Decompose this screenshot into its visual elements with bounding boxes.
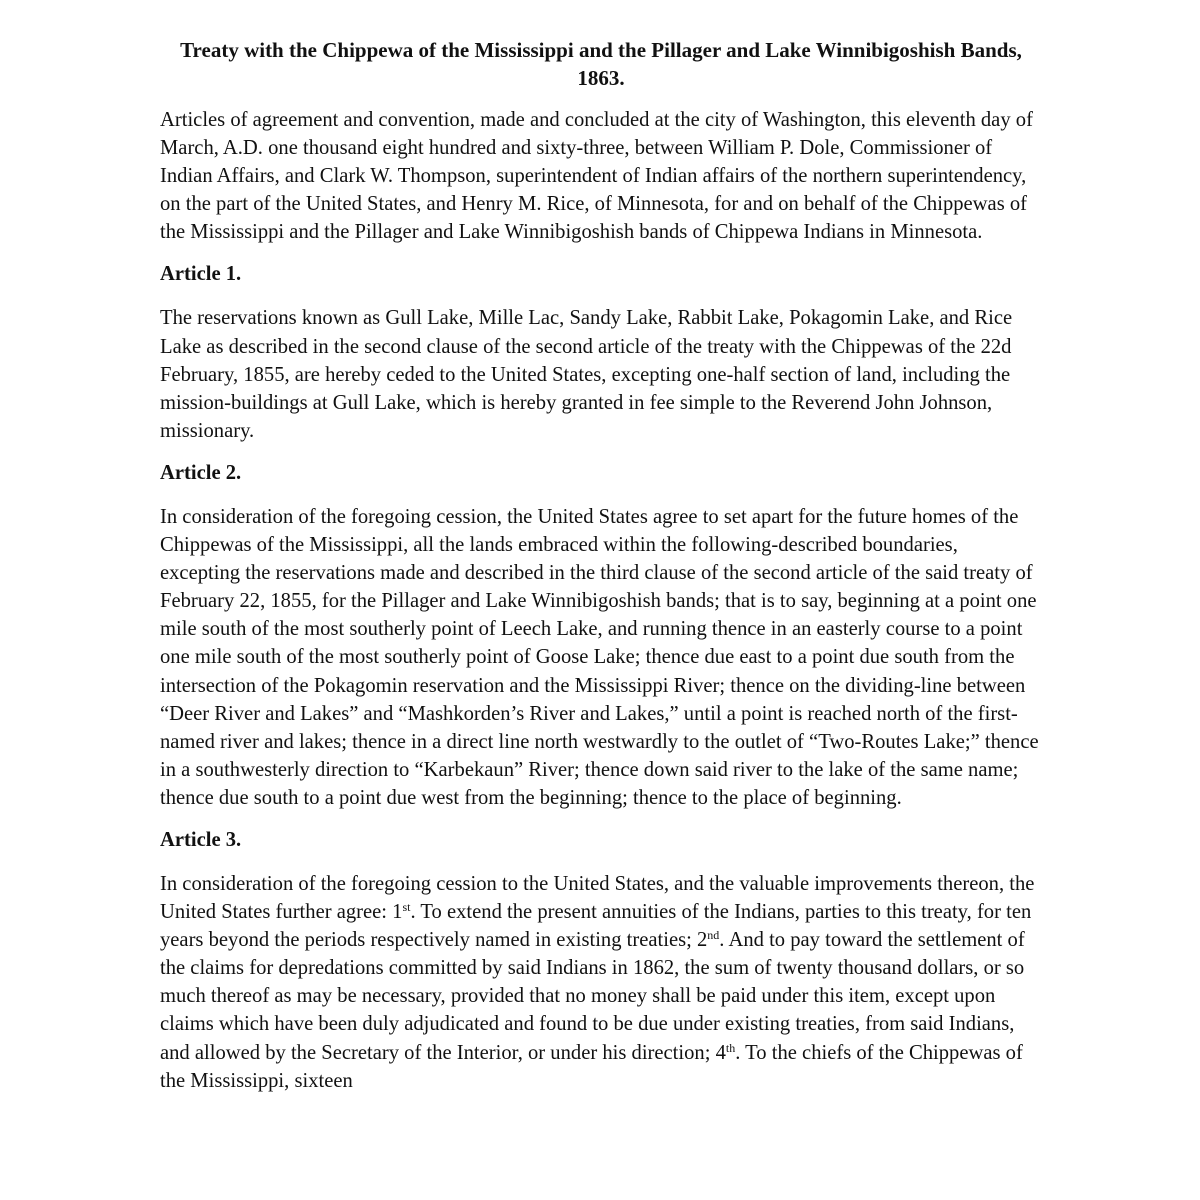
ordinal-superscript-2: nd [707, 928, 720, 943]
article-1-text: The reservations known as Gull Lake, Mille Lac, Sandy Lake, Rabbit Lake, Pokagomin Lake, and Rice Lake as described in the second clause of the second article of the treaty with the Chippewas of the 22d February, 1855, are hereby ceded to the United States, excepting one-half section of land, including the mission-buildings at Gull Lake, which is hereby granted in fee simple to the Reverend John Johnson, missionary. [160, 307, 1013, 442]
article-3-text-part-4: . To the chiefs of the Chippewas of the Mississippi, sixteen [160, 1041, 1023, 1092]
article-3-text-part-3: . And to pay toward the settlement of the claims for depredations committed by said Indians in 1862, the sum of twenty thousand dollars, or so much thereof as may be necessary, provided that no money shall be paid under this item, except upon claims which have been duly adjudicated and found to be due under existing treaties, from said Indians, and allowed by the Secretary of the Interior, or under his direction; 4 [160, 929, 1025, 1064]
article-3-text-part-1: In consideration of the foregoing cession to the United States, and the valuable improvements thereon, the United States further agree: 1 [160, 872, 1035, 924]
ordinal-superscript-3: th [725, 1040, 736, 1055]
preamble-paragraph: Articles of agreement and convention, made and concluded at the city of Washington, this eleventh day of March, A.D. one thousand eight hundred and sixty-three, between William P. Dole, Commissioner of Indian Affairs, and Clark W. Thompson, superintendent of Indian affairs of the northern superintendency, on the part of the United States, and Henry M. Rice, of Minnesota, for and on behalf of the Chippewas of the Mississippi and the Pillager and Lake Winnibigoshish bands of Chippewa Indians in Minnesota. [160, 109, 1033, 244]
article-2-text: In consideration of the foregoing cession, the United States agree to set apart for the future homes of the Chippewas of the Mississippi, all the lands embraced within the following-described boundaries, excepting the reservations made and described in the third clause of the second article of the said treaty of February 22, 1855, for the Pillager and Lake Winnibigoshish bands; that is to say, beginning at a point one mile south of the most southerly point of Leech Lake, and running thence in an easterly course to a point one mile south of the most southerly point of Goose Lake; thence due east to a point due south from the intersection of the Pokagomin reservation and the Mississippi River; thence on the dividing-line between “Deer River and Lakes” and “Mashkorden’s River and Lakes,” until a point is reached north of the first-named river and lakes; thence in a direct line north westwardly to the outlet of “Two-Routes Lake;” thence in a southwesterly direction to “Karbekaun” River; thence down said river to the lake of the same name; thence due south to a point due west from the beginning; thence to the place of beginning. [160, 505, 1039, 809]
article-3-text-part-2: . To extend the present annuities of the Indians, parties to this treaty, for ten years beyond the periods respectively named in existing treaties; 2 [160, 901, 1032, 952]
ordinal-superscript-1: st [402, 900, 411, 915]
article-1-heading: Article 1. [160, 263, 242, 286]
article-3-text [160, 870, 1042, 1095]
document-title: Treaty with the Chippewa of the Mississippi and the Pillager and Lake Winnibigoshish Bands, 1863. [180, 38, 1022, 90]
article-3-heading: Article 3. [160, 828, 242, 851]
article-2-heading: Article 2. [160, 461, 242, 484]
